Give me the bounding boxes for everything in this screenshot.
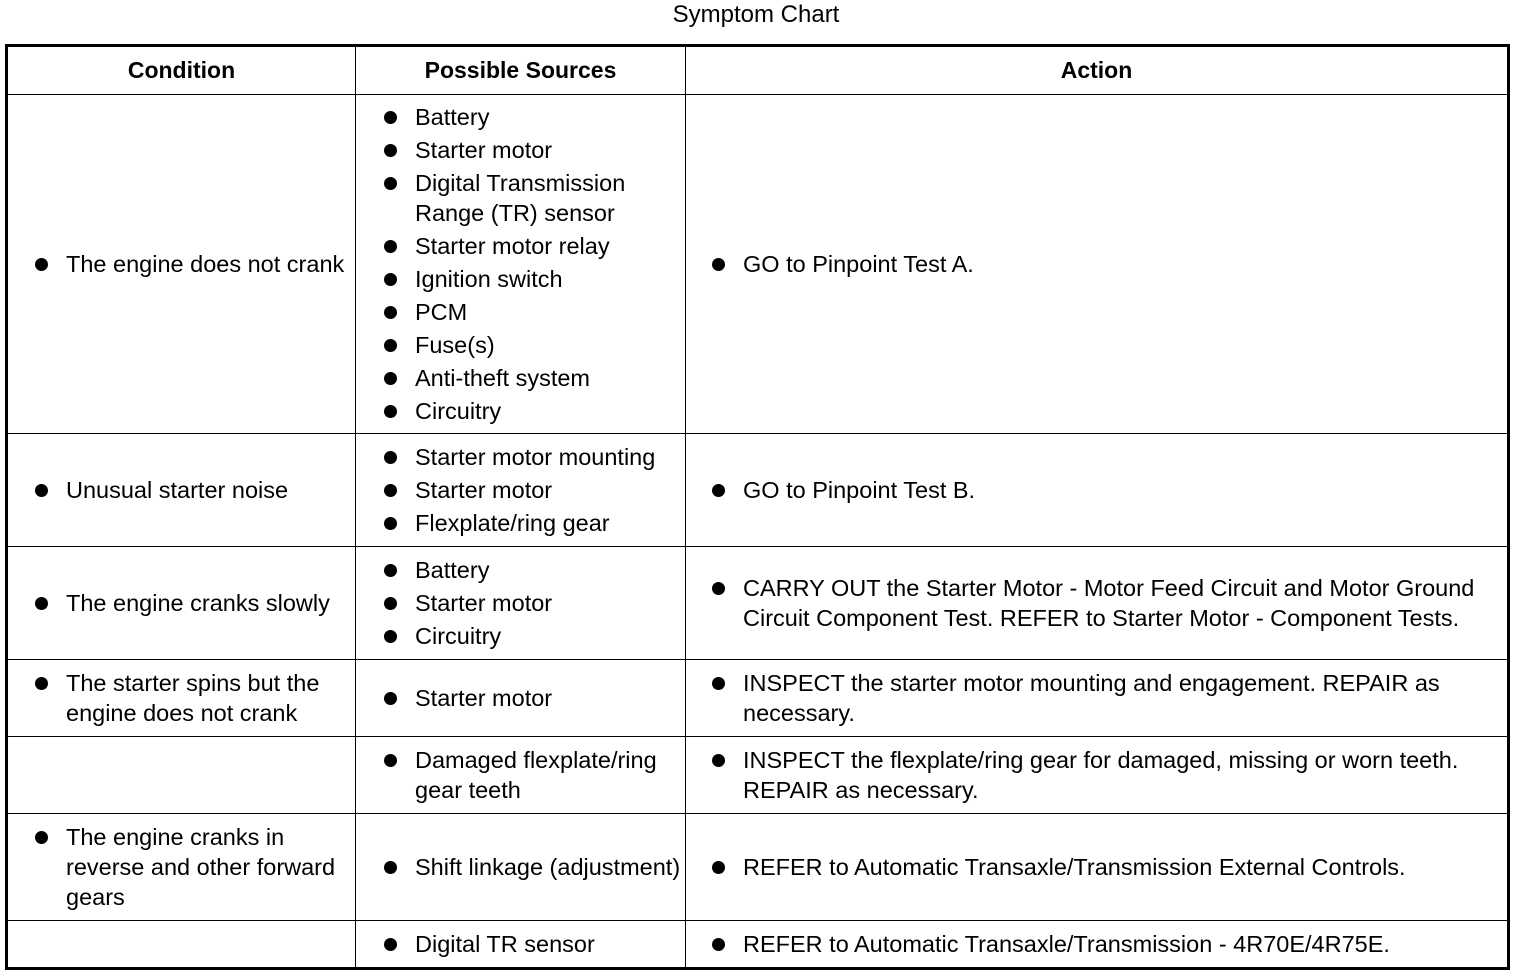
action-item: GO to Pinpoint Test A. <box>686 249 1507 279</box>
source-item: Battery <box>356 555 685 585</box>
condition-cell <box>7 921 356 969</box>
symptom-chart-table <box>5 44 1510 970</box>
header-possible-sources: Possible Sources <box>356 46 686 95</box>
action-cell <box>686 434 1509 547</box>
table-row <box>7 921 1509 969</box>
page-title: Symptom Chart <box>672 1 840 28</box>
sources-cell <box>356 95 686 434</box>
condition-item: Unusual starter noise <box>8 475 355 505</box>
source-item: Starter motor <box>356 588 685 618</box>
source-item: Circuitry <box>356 621 685 651</box>
sources-cell <box>356 434 686 547</box>
condition-item: The engine does not crank <box>8 249 355 279</box>
condition-cell <box>7 547 356 660</box>
action-item: CARRY OUT the Starter Motor - Motor Feed Circuit and Motor Ground Circuit Component Test. REFER to Starter Motor - Component Tests. <box>686 573 1507 633</box>
table-row <box>7 737 1509 814</box>
condition-cell <box>7 737 356 814</box>
sources-cell <box>356 737 686 814</box>
action-cell <box>686 660 1509 737</box>
source-item: Starter motor relay <box>356 231 685 261</box>
action-cell <box>686 814 1509 921</box>
table-row <box>7 814 1509 921</box>
source-item: Starter motor <box>356 475 685 505</box>
source-item: Starter motor <box>356 683 685 713</box>
condition-item: The starter spins but the engine does not crank <box>8 668 355 728</box>
source-item: Anti-theft system <box>356 363 685 393</box>
sources-cell <box>356 814 686 921</box>
source-item: Starter motor <box>356 135 685 165</box>
source-item: PCM <box>356 297 685 327</box>
condition-item: The engine cranks in reverse and other forward gears <box>8 822 355 912</box>
action-item: REFER to Automatic Transaxle/Transmission External Controls. <box>686 852 1507 882</box>
sources-cell <box>356 547 686 660</box>
source-item: Starter motor mounting <box>356 442 685 472</box>
table-row <box>7 547 1509 660</box>
action-item: GO to Pinpoint Test B. <box>686 475 1507 505</box>
action-cell <box>686 95 1509 434</box>
action-item: REFER to Automatic Transaxle/Transmission - 4R70E/4R75E. <box>686 929 1507 959</box>
condition-item: The engine cranks slowly <box>8 588 355 618</box>
source-item: Digital Transmission Range (TR) sensor <box>356 168 685 228</box>
source-item: Ignition switch <box>356 264 685 294</box>
source-item: Digital TR sensor <box>356 929 685 959</box>
header-action: Action <box>686 46 1509 95</box>
table-header-row <box>7 46 1509 95</box>
source-item: Flexplate/ring gear <box>356 508 685 538</box>
table-row <box>7 434 1509 547</box>
action-cell <box>686 921 1509 969</box>
table-row <box>7 660 1509 737</box>
table-row <box>7 95 1509 434</box>
action-item: INSPECT the starter motor mounting and engagement. REPAIR as necessary. <box>686 668 1507 728</box>
sources-cell <box>356 660 686 737</box>
source-item: Battery <box>356 102 685 132</box>
condition-cell <box>7 434 356 547</box>
header-condition: Condition <box>7 46 356 95</box>
source-item: Fuse(s) <box>356 330 685 360</box>
source-item: Circuitry <box>356 396 685 426</box>
action-cell <box>686 737 1509 814</box>
condition-cell <box>7 814 356 921</box>
condition-cell <box>7 95 356 434</box>
sources-cell <box>356 921 686 969</box>
action-cell <box>686 547 1509 660</box>
action-item: INSPECT the flexplate/ring gear for damaged, missing or worn teeth. REPAIR as necessary. <box>686 745 1507 805</box>
source-item: Shift linkage (adjustment) <box>356 852 685 882</box>
condition-cell <box>7 660 356 737</box>
source-item: Damaged flexplate/ring gear teeth <box>356 745 685 805</box>
